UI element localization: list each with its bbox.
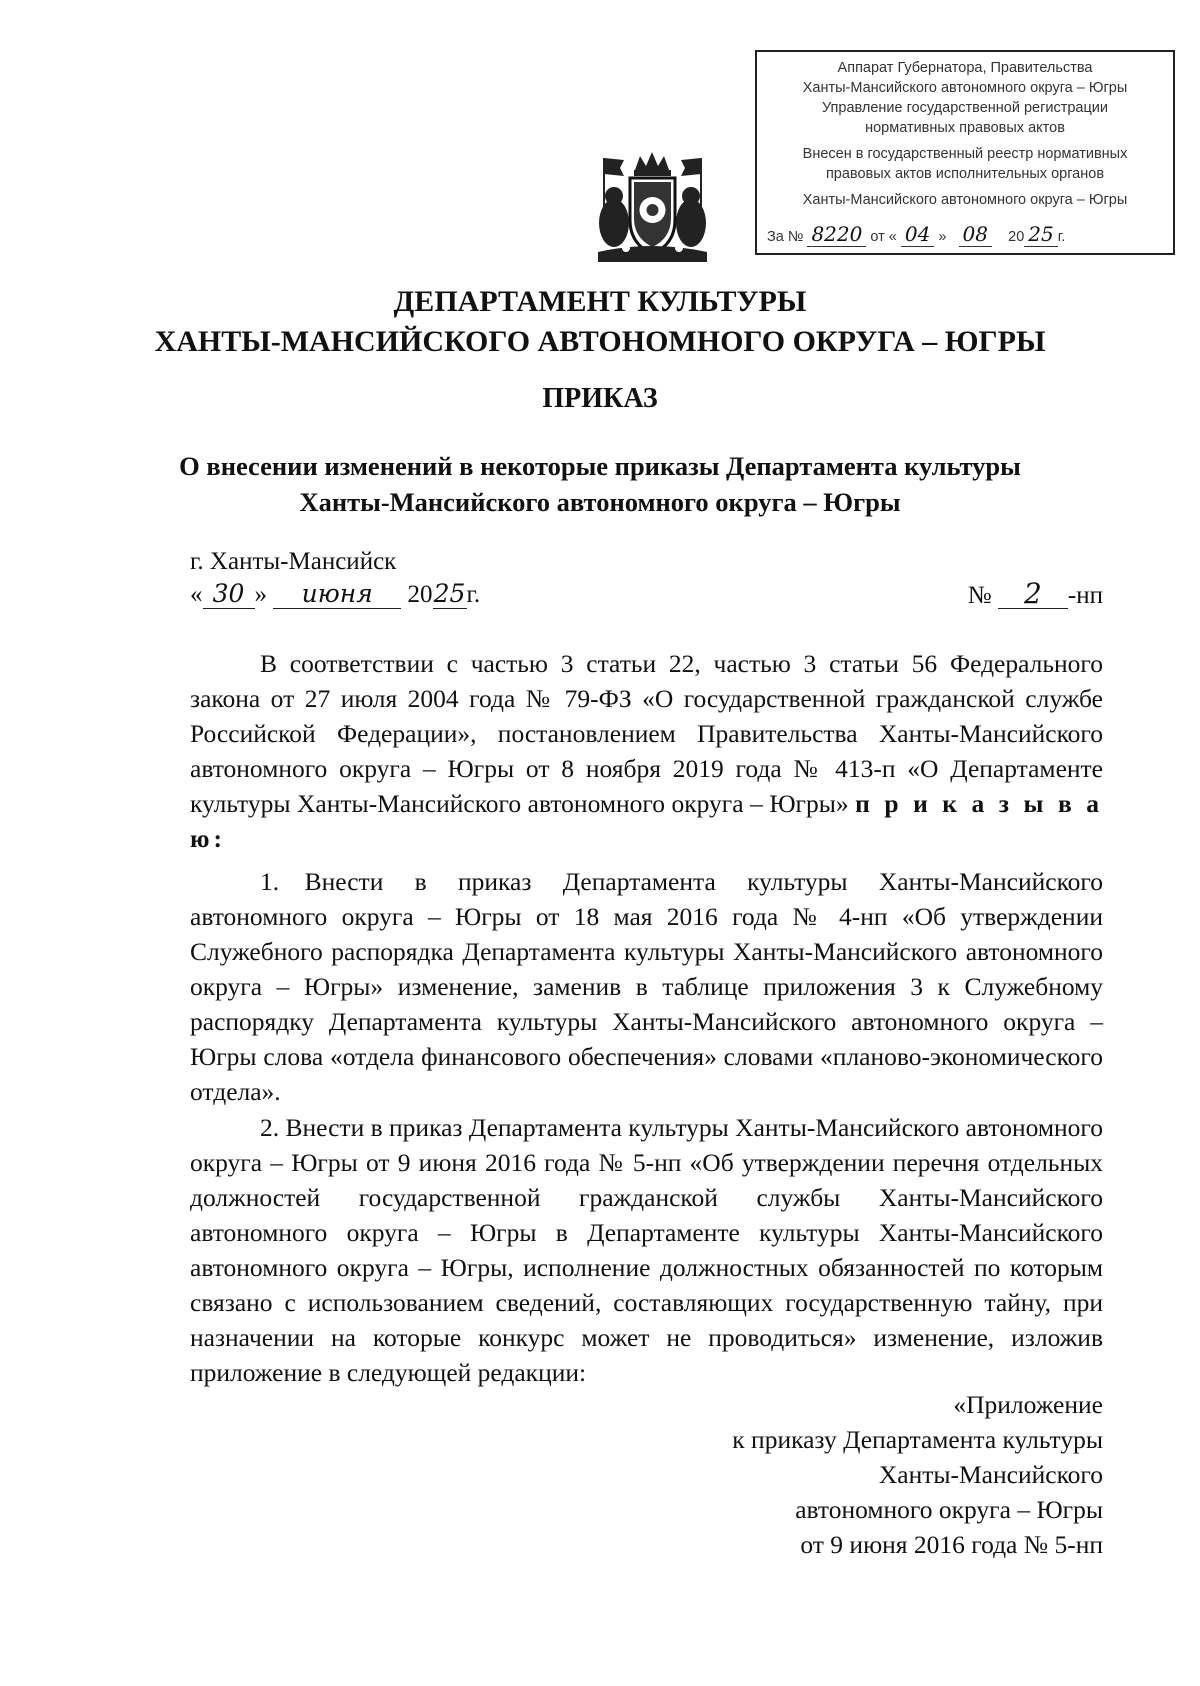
appendix-line: автономного округа – Югры xyxy=(795,1495,1103,1524)
issue-date xyxy=(190,580,480,609)
item-2-paragraph: 2. Внести в приказ Департамента культуры Ханты-Мансийского автономного округа – Югры от 9 июня 2016 года № 5-нп «Об утверждении перечня отдельных должностей государственной гражданской службы Ханты-Мансийского автономного округа – Югры в Департаменте культуры Ханты-Мансийского автономного округа – Югры, исполнение должностных обязанностей по которым связано с использованием сведений, составляющих государственную тайну, при назначении на которые конкурс может не проводиться» изменение, изложив приложение в следующей редакции: xyxy=(190,1113,1103,1387)
subject-line: О внесении изменений в некоторые приказы Департамента культуры xyxy=(179,451,1021,481)
stamp-line: нормативных правовых актов xyxy=(865,120,1065,136)
document-subject xyxy=(0,448,1200,520)
stamp-line: Внесен в государственный реестр нормативных xyxy=(802,146,1128,162)
stamp-line: Ханты-Мансийского автономного округа – Югры xyxy=(802,80,1128,96)
stamp-ot-label: от « xyxy=(870,229,897,245)
number-label: № xyxy=(967,582,992,609)
coat-of-arms-icon xyxy=(590,148,715,268)
subject-line: Ханты-Мансийского автономного округа – Югры xyxy=(299,487,901,517)
appendix-line: к приказу Департамента культуры xyxy=(732,1425,1103,1454)
date-open-quote: « xyxy=(190,581,203,608)
date-close-quote: » xyxy=(254,581,267,608)
date-year-prefix: 20 xyxy=(407,581,433,608)
department-heading-line: ДЕПАРТАМЕНТ КУЛЬТУРЫ xyxy=(393,285,807,318)
registration-stamp xyxy=(755,50,1175,255)
number-value: 2 xyxy=(998,580,1068,609)
item-1-paragraph: 1. Внести в приказ Департамента культуры Ханты-Мансийского автономного округа – Югры от 18 мая 2016 года № 4-нп «Об утверждении Служебного распорядка Департамента культуры Ханты-Мансийского автономного округа – Югры» изменение, заменив в таблице приложения 3 к Служебному распорядку Департамента культуры Ханты-Мансийского автономного округа – Югры слова «отдела финансового обеспечения» словами «планово-экономического отдела». xyxy=(190,867,1103,1106)
date-year: 25 xyxy=(433,579,466,608)
order-number xyxy=(967,577,1103,610)
department-heading-line: ХАНТЫ-МАНСИЙСКОГО АВТОНОМНОГО ОКРУГА – ЮГРЫ xyxy=(154,325,1046,358)
stamp-year-suffix: г. xyxy=(1057,229,1066,245)
stamp-line: Аппарат Губернатора, Правительства xyxy=(837,60,1093,76)
department-heading xyxy=(0,282,1200,362)
stamp-line: Ханты-Мансийского автономного округа – Югры xyxy=(802,192,1128,208)
appendix-line: Ханты-Мансийского xyxy=(878,1460,1103,1489)
stamp-registration-line xyxy=(767,224,1163,247)
preamble-paragraph xyxy=(190,646,1103,856)
date-year-suffix: г. xyxy=(466,581,481,608)
order-word: п р и к а з ы в а ю: xyxy=(190,789,1104,853)
document-type: ПРИКАЗ xyxy=(542,383,658,414)
stamp-quote-close: » xyxy=(938,229,947,245)
stamp-reg-month: 08 xyxy=(959,222,992,247)
stamp-reg-day: 04 xyxy=(901,222,934,247)
date-day: 30 xyxy=(203,580,255,609)
appendix-heading xyxy=(732,1387,1103,1562)
date-month: июня xyxy=(273,580,401,609)
preamble-text: В соответствии с частью 3 статьи 22, частью 3 статьи 56 Федерального закона от 27 июля 2004 года № 79-ФЗ «О государственной гражданской службе Российской Федерации», постановлением Правительства Ханты-Мансийского автономного округа – Югры от 8 ноября 2019 года № 413-п «О Департаменте культуры Ханты-Мансийского автономного округа – Югры» xyxy=(190,649,1103,818)
appendix-line: «Приложение xyxy=(953,1390,1103,1419)
stamp-year-prefix: 20 xyxy=(1008,229,1025,245)
issue-city: г. Ханты-Мансийск xyxy=(190,548,397,575)
appendix-line: от 9 июня 2016 года № 5-нп xyxy=(800,1530,1103,1559)
stamp-reg-year: 25 xyxy=(1024,222,1057,247)
stamp-za-label: За № xyxy=(767,229,804,245)
number-suffix: -нп xyxy=(1067,582,1103,609)
stamp-line: правовых актов исполнительных органов xyxy=(825,166,1105,182)
stamp-line: Управление государственной регистрации xyxy=(821,100,1109,116)
stamp-reg-number: 8220 xyxy=(807,222,866,247)
